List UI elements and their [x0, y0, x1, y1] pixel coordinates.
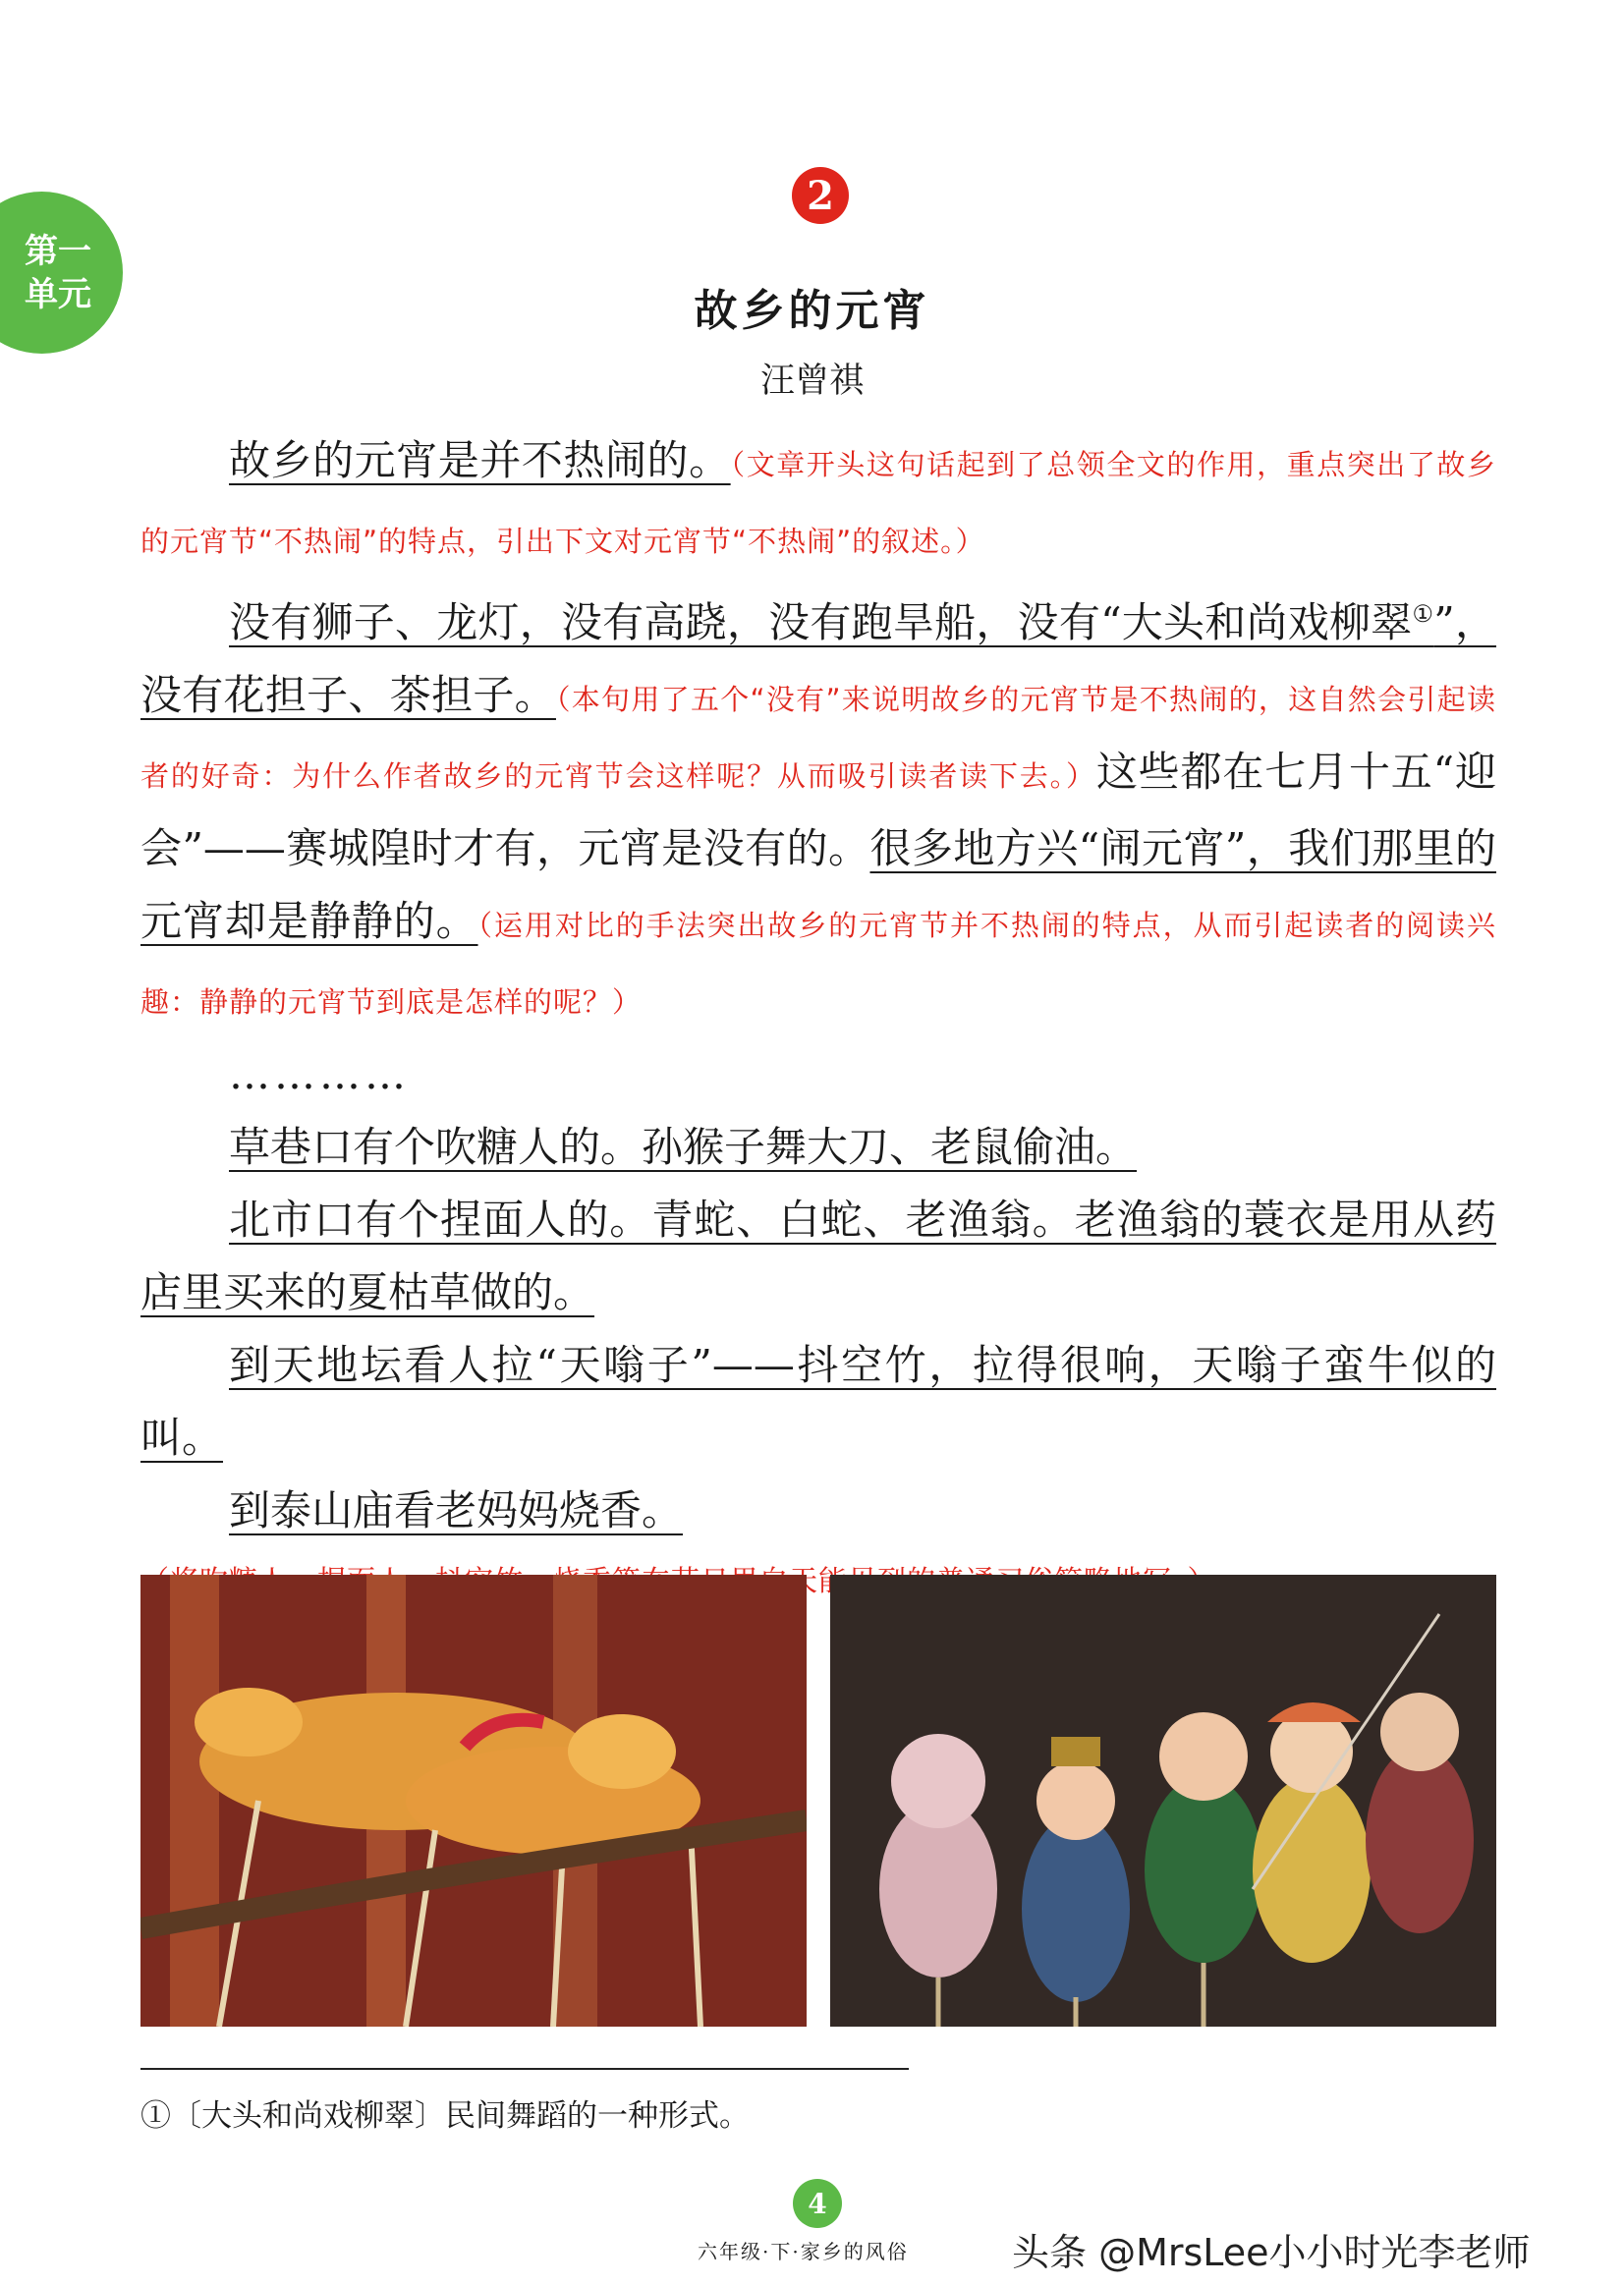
p1-main-text: 故乡的元宵是并不热闹的。 — [229, 436, 731, 484]
unit-tab-line2: 单元 — [25, 274, 91, 314]
p2-annotation: （本句用了五个“没有”来说明故乡的元宵节是不热闹的，这自然会引起读者的好奇：为什么作者故乡的元宵节会这样呢？从而吸引读者读下去。） — [140, 683, 1496, 793]
p1-annotation: （文章开头这句话起到了总领全文的作用，重点突出了故乡的元宵节“不热闹”的特点，引出下文对元宵节“不热闹”的叙述。） — [140, 448, 1496, 558]
sugar-figure-photo — [140, 1575, 807, 2027]
paragraph-2 — [140, 578, 1496, 1038]
lesson-title: 故乡的元宵 — [694, 286, 930, 336]
p2-tail-text: 这些都在七月十五“迎会”——赛城隍时才有，元宵是没有的。 — [140, 748, 1496, 872]
p2-tail-underlined: 很多地方兴“闹元宵”，我们那里的元宵却是静静的。 — [140, 824, 1496, 945]
lesson-body — [140, 424, 1496, 1610]
ellipsis: ………… — [229, 1050, 410, 1098]
paragraph-3 — [140, 1111, 1496, 1184]
paragraph-1 — [140, 424, 1496, 578]
sugar-animals-illustration — [140, 1575, 807, 2027]
p2-main-b: ”，没有花担子、茶担子。 — [140, 598, 1496, 719]
unit-tab-line1: 第一 — [25, 231, 91, 271]
p5-text: 到天地坛看人拉“天嗡子”——抖空竹，拉得很响，天嗡子蛮牛似的叫。 — [140, 1341, 1496, 1462]
p2-annotation-2: （运用对比的手法突出故乡的元宵节并不热闹的特点，从而引起读者的阅读兴趣：静静的元宵节到底是怎样的呢？） — [140, 909, 1496, 1019]
lesson-number-badge: 2 — [792, 167, 849, 224]
watermark: 头条 @MrsLee小小时光李老师 — [1012, 2231, 1531, 2274]
p4-text: 北市口有个捏面人的。青蛇、白蛇、老渔翁。老渔翁的蓑衣是用从药店里买来的夏枯草做的。 — [140, 1196, 1496, 1316]
dough-figure-photo — [830, 1575, 1496, 2027]
p3-text: 草巷口有个吹糖人的。孙猴子舞大刀、老鼠偷油。 — [229, 1123, 1138, 1171]
paragraph-6 — [140, 1475, 1496, 1547]
p6-text: 到泰山庙看老妈妈烧香。 — [229, 1486, 684, 1534]
page-number: 4 — [793, 2179, 842, 2228]
footnote-marker: ① — [1412, 600, 1434, 628]
footnote: ①〔大头和尚戏柳翠〕民间舞蹈的一种形式。 — [140, 2098, 750, 2134]
page-footer: 六年级·下·家乡的风俗 — [698, 2240, 909, 2263]
paragraph-5 — [140, 1329, 1496, 1475]
paragraph-4 — [140, 1184, 1496, 1329]
dough-figures-illustration — [830, 1575, 1496, 2027]
p2-main-a: 没有狮子、龙灯，没有高跷，没有跑旱船，没有“大头和尚戏柳翠 — [229, 598, 1413, 646]
lesson-author: 汪曾祺 — [759, 362, 864, 401]
footnote-divider — [140, 2068, 909, 2070]
